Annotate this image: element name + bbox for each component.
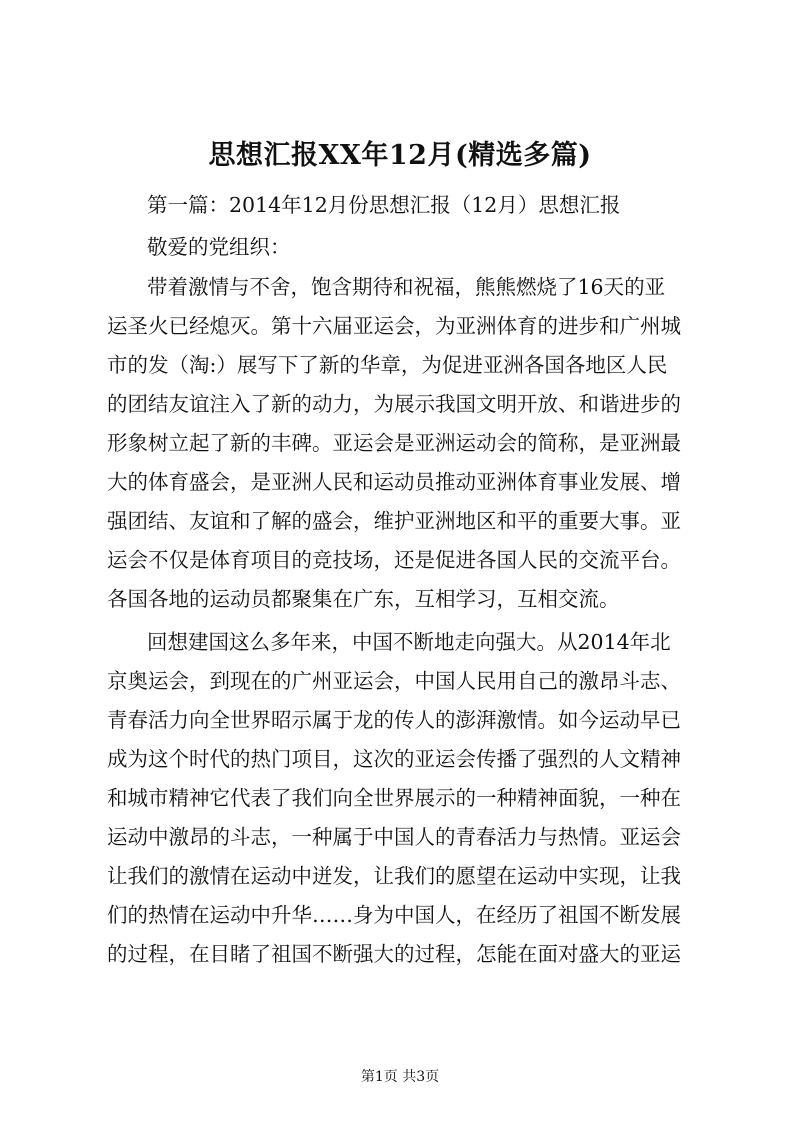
paragraph-line: 让我们的激情在运动中迸发，让我们的愿望在运动中实现，让我	[107, 864, 681, 888]
paragraph-line: 成为这个时代的热门项目，这次的亚运会传播了强烈的人文精神	[107, 747, 681, 771]
paragraph-line: 回想建国这么多年来，中国不断地走向强大。从2014年北	[147, 630, 671, 654]
paragraph-line: 运动中激昂的斗志，一种属于中国人的青春活力与热情。亚运会	[107, 825, 681, 849]
paragraph-line: 的过程，在目睹了祖国不断强大的过程，怎能在面对盛大的亚运	[107, 942, 681, 966]
paragraph-line: 强团结、友谊和了解的盛会，维护亚洲地区和平的重要大事。亚	[107, 509, 681, 533]
paragraph-line: 带着激情与不舍，饱含期待和祝福，熊熊燃烧了16天的亚	[147, 275, 666, 299]
paragraph-line: 形象树立起了新的丰碑。亚运会是亚洲运动会的简称，是亚洲最	[107, 431, 681, 455]
paragraph-line: 京奥运会，到现在的广州亚运会，中国人民用自己的激昂斗志、	[107, 669, 681, 693]
paragraph-line: 和城市精神它代表了我们向全世界展示的一种精神面貌，一种在	[107, 786, 681, 810]
paragraph-line: 大的体育盛会，是亚洲人民和运动员推动亚洲体育事业发展、增	[107, 470, 681, 494]
section-subtitle: 第一篇：2014年12月份思想汇报（12月）思想汇报	[147, 193, 621, 217]
paragraph-line: 青春活力向全世界昭示属于龙的传人的澎湃激情。如今运动早已	[107, 708, 681, 732]
paragraph-line: 的团结友谊注入了新的动力，为展示我国文明开放、和谐进步的	[107, 392, 681, 416]
paragraph-line: 市的发（淘:）展写下了新的华章，为促进亚洲各国各地区人民	[107, 353, 668, 377]
paragraph-line: 运圣火已经熄灭。第十六届亚运会，为亚洲体育的进步和广州城	[107, 314, 681, 338]
paragraph-line: 各国各地的运动员都聚集在广东，互相学习，互相交流。	[107, 587, 620, 611]
paragraph-line: 运会不仅是体育项目的竞技场，还是促进各国人民的交流平台。	[107, 548, 681, 572]
page-footer: 第1页 共3页	[360, 1069, 440, 1085]
paragraph-line: 们的热情在运动中升华……身为中国人，在经历了祖国不断发展	[107, 903, 681, 927]
document-title: 思想汇报XX年12月(精选多篇)	[208, 140, 592, 171]
salutation: 敬爱的党组织：	[147, 235, 291, 259]
